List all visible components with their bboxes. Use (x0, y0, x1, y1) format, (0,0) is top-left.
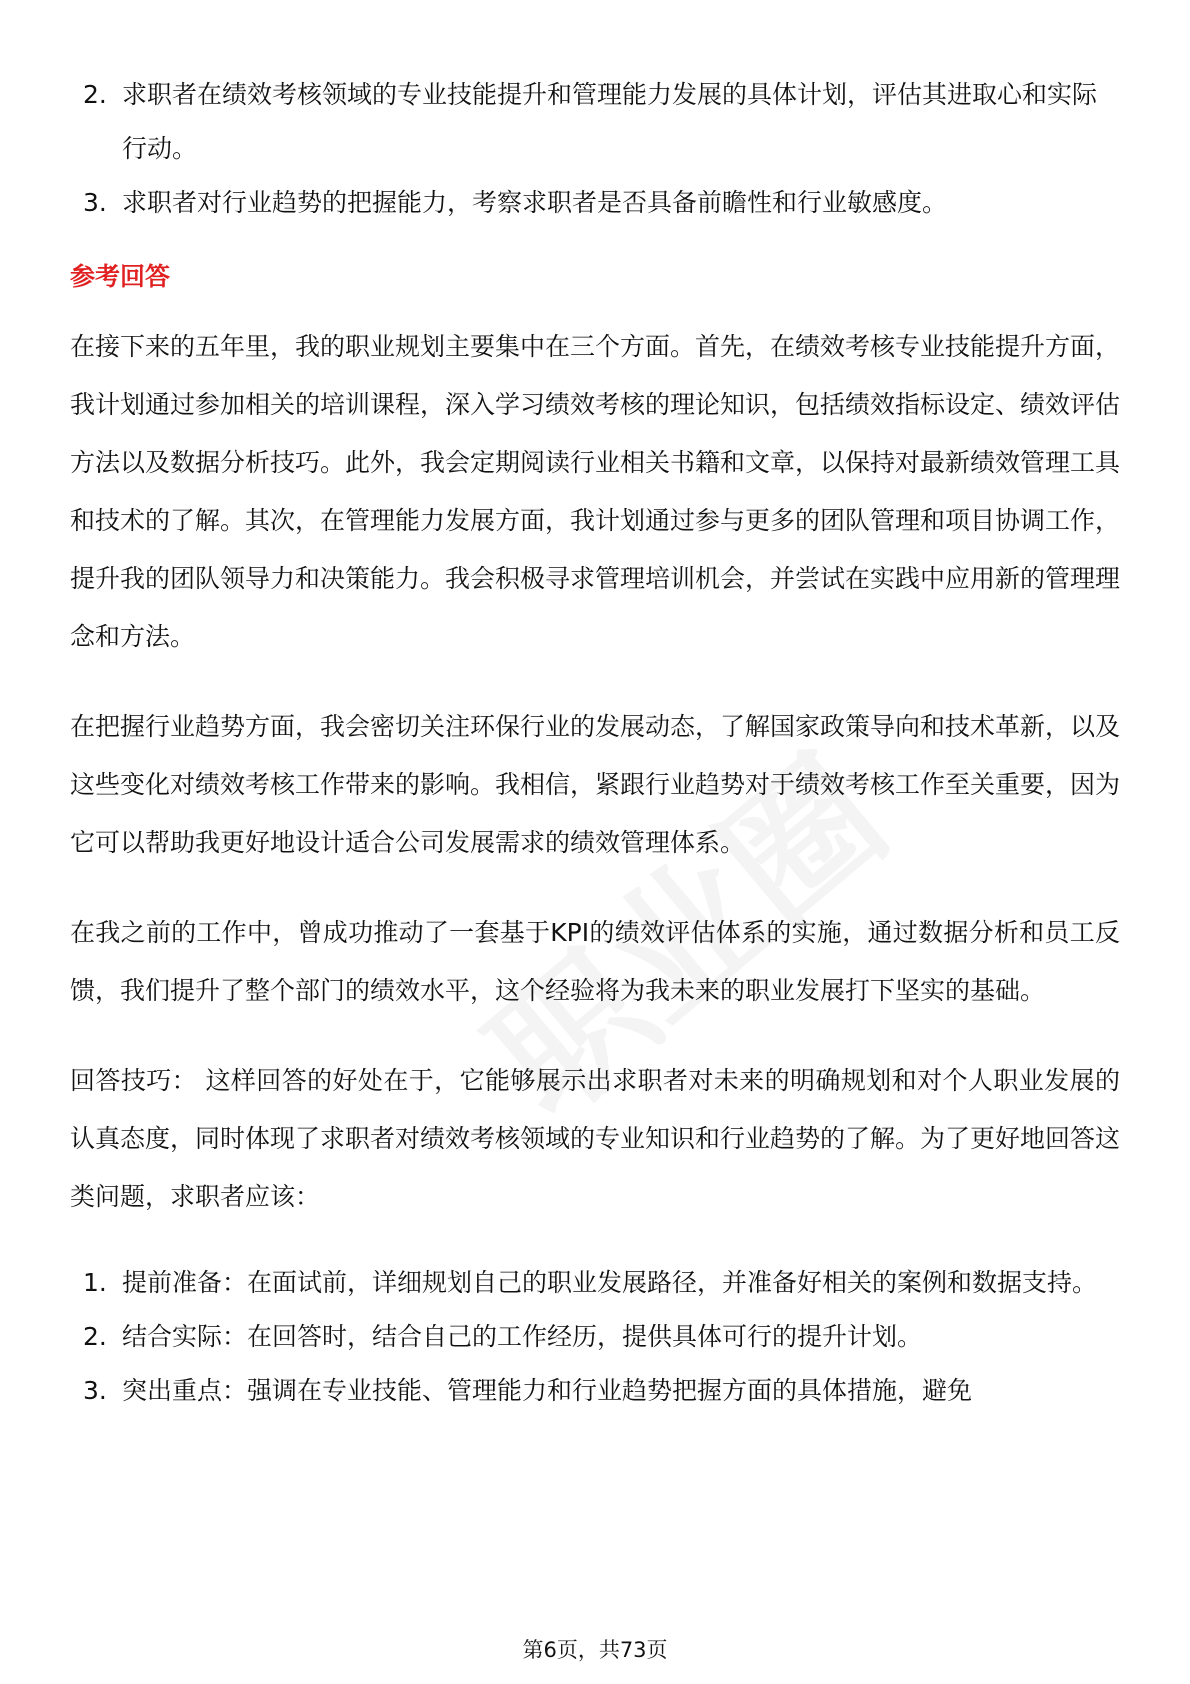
section-heading: 参考回答 (70, 262, 171, 291)
list-number: 3. (83, 1376, 107, 1405)
answer-paragraph: 在我之前的工作中，曾成功推动了一套基于KPI的绩效评估体系的实施，通过数据分析和员工反馈，我们提升了整个部门的绩效水平，这个经验将为我未来的职业发展打下坚实的基础。 (70, 918, 1120, 1005)
list-item (70, 1256, 1120, 1310)
answer-tips-paragraph: 回答技巧： 这样回答的好处在于，它能够展示出求职者对未来的明确规划和对个人职业发展的认真态度，同时体现了求职者对绩效考核领域的专业知识和行业趋势的了解。为了更好地回答这类问题，求职者应该： (70, 1066, 1121, 1211)
answer-paragraph: 在接下来的五年里，我的职业规划主要集中在三个方面。首先，在绩效考核专业技能提升方面，我计划通过参加相关的培训课程，深入学习绩效考核的理论知识，包括绩效指标设定、绩效评估方法以及数据分析技巧。此外，我会定期阅读行业相关书籍和文章，以保持对最新绩效管理工具和技术的了解。其次，在管理能力发展方面，我计划通过参与更多的团队管理和项目协调工作，提升我的团队领导力和决策能力。我会积极寻求管理培训机会，并尝试在实践中应用新的管理理念和方法。 (70, 332, 1121, 651)
list-number: 2. (83, 80, 107, 109)
list-number: 2. (83, 1322, 107, 1351)
tips-list (70, 1256, 1120, 1418)
page-footer: 第6页，共73页 (522, 1638, 668, 1662)
list-number: 1. (83, 1268, 107, 1297)
list-item-text: 求职者在绩效考核领域的专业技能提升和管理能力发展的具体计划，评估其进取心和实际行动。 (122, 80, 1098, 163)
evaluation-points-list (70, 68, 1120, 230)
list-item-text: 结合实际：在回答时，结合自己的工作经历，提供具体可行的提升计划。 (122, 1322, 923, 1351)
list-item (70, 176, 1120, 230)
list-item-text: 求职者对行业趋势的把握能力，考察求职者是否具备前瞻性和行业敏感度。 (122, 188, 948, 217)
answer-paragraph: 在把握行业趋势方面，我会密切关注环保行业的发展动态，了解国家政策导向和技术革新，以及这些变化对绩效考核工作带来的影响。我相信，紧跟行业趋势对于绩效考核工作至关重要，因为它可以帮助我更好地设计适合公司发展需求的绩效管理体系。 (70, 712, 1121, 857)
page-content (70, 68, 1120, 1418)
list-item (70, 68, 1120, 176)
list-item-text: 提前准备：在面试前，详细规划自己的职业发展路径，并准备好相关的案例和数据支持。 (122, 1268, 1098, 1297)
list-item (70, 1310, 1120, 1364)
list-item (70, 1364, 1120, 1418)
list-item-text: 突出重点：强调在专业技能、管理能力和行业趋势把握方面的具体措施，避免 (122, 1376, 973, 1405)
list-number: 3. (83, 188, 107, 217)
spacer (70, 1226, 1120, 1256)
